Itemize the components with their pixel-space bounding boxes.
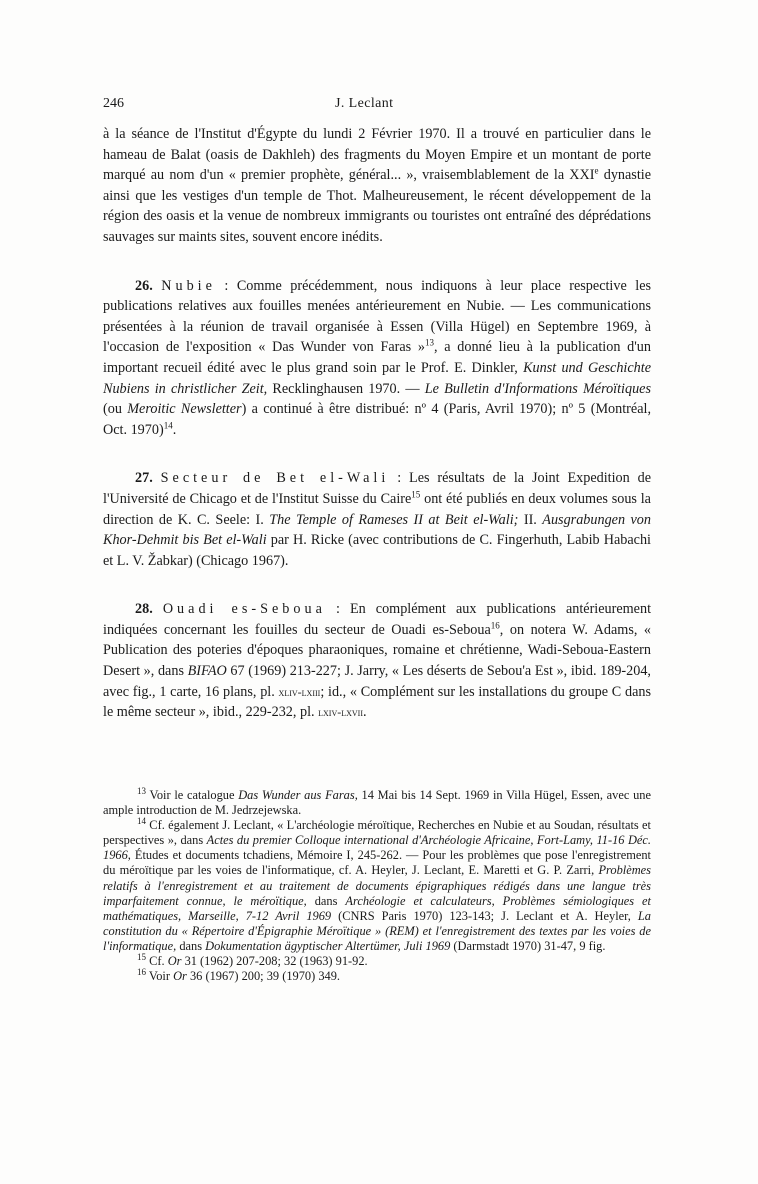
section-28: 28. Ouadi es-Seboua : En complément aux publications antérieurement indiquées concernant les fouilles du secteur de Ouadi es-Seboua$^{16}$, on notera W. Adams, « Publication des poteries d'époques pharaoniques, romaine et chrétienne, Wadi-Seboua-Eastern Desert », dans BIFAO 67 (1969) 213-227; J. Jarry, « Les déserts de Sebou'a Est », ibid. 189-204, avec fig., 1 carte, 16 plans, pl. xliv-lxiii; id., « Complément sur les installations du groupe C dans le même secteur », ibid., 229-232, pl. lxiv-lxvii. [103, 601, 652, 721]
running-head: J. Leclant [335, 96, 394, 111]
footnote-ref[interactable]: 15 [411, 489, 421, 500]
footnote-15: $^{15}$ Cf. Or 31 (1962) 207-208; 32 (1963) 91-92. [137, 951, 368, 969]
footnote-ref[interactable]: 13 [424, 337, 434, 348]
section-27: 27. Secteur de Bet el-Wali : Les résultats de la Joint Expedition de l'Université de Chicago et de l'Institut Suisse du Caire$^{15}$ ont été publiés en deux volumes sous la direction de K. C. Seele: I. The Temple of Rameses II at Beit el-Wali; II. Ausgrabungen von Khor-Dehmit bis Bet el-Wali par H. Ricke (avec contributions de C. Fingerhuth, Labib Habachi et L. V. Žabkar) (Chicago 1967). [103, 470, 651, 569]
footnote-number: 14 [137, 816, 146, 827]
section-title: Nubie [161, 277, 216, 294]
footnote-16: $^{16}$ Voir Or 36 (1967) 200; 39 (1970) 349. [137, 967, 341, 984]
footnote-number: 13 [137, 785, 146, 796]
footnote-ref[interactable]: 14 [163, 419, 173, 430]
section-26: 26. Nubie : Comme précédemment, nous indiquons à leur place respective les publications relatives aux fouilles menées antérieurement en Nubie. — Les communications présentées à la réunion de travail organisée à Essen (Villa Hügel) en Septembre 1969, à l'occasion de l'exposition « Das Wunder von Faras »$^{13}$, a donné lieu à la publication d'un important recueil édité avec le plus grand soin par le Prof. E. Dinkler, Kunst und Geschichte Nubiens in christlicher Zeit, Recklinghausen 1970. — Le Bulletin d'Informations Méroïtiques (ou Meroitic Newsletter) a continué à être distribué: nº 4 (Paris, Avril 1970); nº 5 (Montréal, Oct. 1970)$^{14}$. [103, 277, 652, 438]
footnote-14: $^{14}$ Cf. également J. Leclant, « L'archéologie méroïtique, Recherches en Nubie et au Soudan, résultats et perspectives », dans Actes du premier Colloque international d'Archéologie Africaine, Fort-Lamy, 11-16 Déc. 1966, Études et documents tchadiens, Mémoire I, 245-262. — Pour les problèmes que pose l'enregistrement du méroïtique par les voies de l'informatique, cf. A. Heyler, J. Leclant, E. Maretti et G. P. Zarri, Problèmes relatifs à l'enregistrement et au traitement de documents épigraphiques rédigés dans une langue très imparfaitement connue, le méroïtique, dans Archéologie et calculateurs, Problèmes sémiologiques et mathématiques, Marseille, 7-12 Avril 1969 (CNRS Paris 1970) 123-143; J. Leclant et A. Heyler, La constitution du « Répertoire d'Épigraphie Méroïtique » (REM) et l'enregistrement des textes par les voies de l'informatique, dans Dokumentation ägyptischer Altertümer, Juli 1969 (Darmstadt 1970) 31-47, 9 fig. [103, 816, 651, 953]
section-title: Ouadi es-Seboua [162, 601, 326, 618]
section-number: 26. [135, 277, 153, 294]
footnote-ref[interactable]: 16 [490, 620, 500, 631]
page-header [103, 96, 651, 116]
footnote-13: $^{13}$ Voir le catalogue Das Wunder aus Faras, 14 Mai bis 14 Sept. 1969 in Villa Hügel, Essen, avec une ample introduction de M. Jedrzejewska. [103, 785, 651, 818]
section-number: 27. [135, 470, 153, 487]
main-text [103, 124, 651, 723]
footnote-number: 16 [137, 967, 146, 977]
page-number: 246 [103, 96, 124, 111]
section-title: Secteur de Bet el-Wali [160, 470, 390, 487]
section-number: 28. [135, 601, 153, 618]
footnotes [103, 785, 651, 984]
footnote-number: 15 [137, 951, 146, 962]
intro-paragraph: à la séance de l'Institut d'Égypte du lundi 2 Février 1970. Il a trouvé en particulier dans le hameau de Balat (oasis de Dakhleh) des fragments du Moyen Empire et un montant de porte marqué au nom d'un « premier prophète, général... », vraisemblablement de la XXIe dynastie ainsi que les vestiges d'un temple de Thot. Malheureusement, le récent développement de la région des oasis et la venue de nombreux immigrants ou touristes ont entraîné des déprédations sauvages sur maints sites, souvent encore inédits. [103, 126, 652, 245]
